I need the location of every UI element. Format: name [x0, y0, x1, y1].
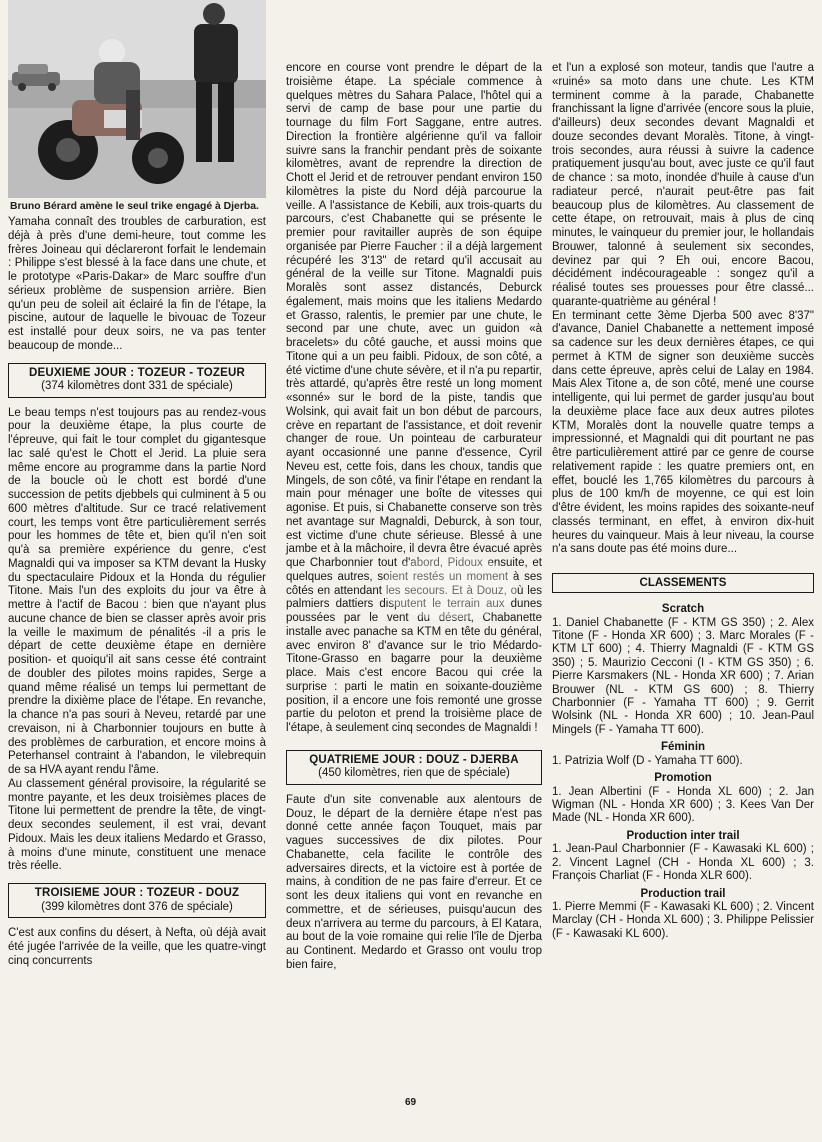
- results-subtitle: Féminin: [660, 741, 706, 754]
- results-subtitle: Scratch: [661, 603, 705, 615]
- results-text: 1. Jean-Paul Charbonnier (F - Kawasaki KL 600) ; 2. Vincent Lagnel (CH - Honda XL 600) ; 3. François Charliat (F - Honda XLR 600).: [552, 843, 814, 883]
- results-text: 1. Pierre Memmi (F - Kawasaki KL 600) ; 2. Vincent Marclay (CH - Honda XL 600) ; 3. Philippe Pelissier (F - Kawasaki KL 600).: [552, 901, 814, 940]
- results-text: 1. Patrizia Wolf (D - Yamaha TT 600).: [552, 754, 743, 767]
- section-subtitle: (374 kilomètres dont 331 de spéciale): [41, 380, 233, 392]
- section-subtitle: (450 kilomètres, rien que de spéciale): [318, 767, 510, 780]
- section-title: QUATRIEME JOUR : DOUZ - DJERBA: [309, 753, 519, 766]
- paragraph: Faute d'un site convenable aux alentours de Douz, le départ de la dernière étape n'est pas donné cette année façon Touquet, mais par vagues successives de dix pilotes. Pour Chabanette, cela facilite le contrôle des adversaires directs, et la victoire est à portée de mains, à condition de ne pas faire d'erreur. Et ce sont les deux italiens qui vont en revanche en commettre, et de sérieuses, puisqu'aucun des deux n'arrivera au terme du parcours, à El Katara, au bout de la voie romaine qui relie l'île de Djerba au Continent. Medardo et Grasso ont voulu trop bien faire,: [286, 793, 542, 971]
- results-subtitle: Production trail: [640, 887, 726, 900]
- section-title: DEUXIEME JOUR : TOZEUR - TOZEUR: [29, 366, 245, 379]
- trike-photo: [8, 0, 266, 198]
- column-2: [286, 62, 542, 973]
- column-3: [552, 62, 814, 941]
- section-heading-day2: [8, 363, 266, 398]
- paragraph: et l'un a explosé son moteur, tandis que l'autre a «ruiné» sa moto dans une chute. Les KTM terminent comme à la parade, Chabanette franchissant la ligne d'arrivée (encore sous la pluie, d'ailleurs) deux secondes devant Magnaldi et douze secondes devant Moralès. Titone, à vingt-trois secondes, aura réussi à suivre la cadence pratiquement jusqu'au bout, avec juste ce qu'il faut de chance : sa moto, inondée d'huile à cause d'un radiateur percé, n'aurait peut-être pas fait beaucoup plus de kilomètres. Au classement de cette étape, on retrouvait, mais à plus de cinq minutes, le vainqueur du premier jour, le hollandais Brouwer, talonné à seulement six secondes, devinez par qui ? Eh oui, encore Bacou, décidément indécourageable : songez qu'il a réalisé toutes ses prouesses pour être classé... quarante-quatrième au général !: [552, 62, 814, 308]
- paragraph: Le beau temps n'est toujours pas au rendez-vous pour la deuxième étape, la plus courte de l'épreuve, qui fait le tour complet du gigantesque lac salé qu'est le Chott el Jerid. La pluie sera même encore au programme dans la partie Nord de la boucle où le chott est bordé d'une succession de petits djebbels qui culminent à 5 ou 600 mètres d'altitude. Sur ce tracé relativement court, les temps vont être particulièrement serrés pour les hommes de tête et, bien qu'il n'en soit qu'à sa première expérience du genre, c'est Magnaldi qui va imposer sa KTM devant la Husky du spectaculaire Pidoux et la Honda du régulier Titone. Mais l'un des exploits du jour va être à mettre à l'actif de Bacou : bien que n'ayant plus aucune chance de bien se classer après avoir pris la veille le maximum de pénalités -il a pris le départ de cette deuxième étape en dernière position- et quoiqu'il ait sans cesse été contraint de doubler des pilotes moins rapides, Serge a quand même réalisé un temps lui permettant de prendre la dixième place de l'étape. En revanche, la chance n'a pas souri à Neveu, retardé par une crevaison, ni à Charbonnier toujours en butte à des problèmes de carburation, et encore moins à Peterhansel contraint à l'abandon, le vilebrequin de sa HVA ayant rendu l'âme.: [8, 406, 266, 776]
- results-subtitle: Production inter trail: [626, 829, 740, 842]
- section-subtitle: (399 kilomètres dont 376 de spéciale): [41, 900, 233, 913]
- classements-heading: CLASSEMENTS: [552, 573, 814, 593]
- paragraph: Yamaha connaît des troubles de carburation, est déjà à près d'une demi-heure, tout comme les frères Joineau qui déclareront forfait le lendemain : Philippe s'est blessé à la face dans une chute, et le prototype «Paris-Dakar» de Marc souffre d'un sérieux problème de suspension arrière. Bien qu'un peu de soleil ait éclairé la fin de l'étape, la piscine, autour de laquelle le bivouac de Tozeur est installé pour deux soirs, ne va pas tenter beaucoup de monde...: [8, 216, 266, 352]
- results-subtitle: Promotion: [654, 772, 712, 785]
- trike-rider-image: [8, 0, 266, 198]
- paragraph: C'est aux confins du désert, à Nefta, où déjà avait été jugée l'arrivée de la veille, que les quatre-vingt cinq concurrents: [8, 927, 266, 967]
- section-title: TROISIEME JOUR : TOZEUR - DOUZ: [34, 887, 240, 899]
- section-heading-day3: [8, 883, 266, 918]
- paragraph: En terminant cette 3ème Djerba 500 avec 8'37" d'avance, Daniel Chabanette a nettement imposé sa cadence sur les deux dernières étapes, ce qui permet à KTM de signer son deuxième succès dans cette épreuve, après celui de Lalay en 1984. Mais Alex Titone a, de son côté, mené une course intelligente, qui lui permet de garder jusqu'au bout la deuxième place face aux deux autres pilotes KTM, Moralès dont la nouvelle quatre temps a impressionné, et Magnaldi qui dit pourtant ne pas être particulièrement attiré par ce genre de course relativement rapide : les quatre premiers ont, en effet, bouclé les 1,765 kilomètres du parcours à plus de 100 km/h de moyenne, ce qui est loin d'être évident, les moins rapides des soixante-neuf classés terminant, en effet, à environ dix-huit heures du vainqueur. Mais à leur niveau, la course n'a sans doute pas été moins dure...: [552, 309, 814, 556]
- paragraph: encore en course vont prendre le départ de la troisième étape. La spéciale commence à quelques mètres du Sahara Palace, l'hôtel qui a servi de camp de base pour une partie du tournage du film Fort Saggane, entre autres. Direction la frontière algérienne qu'il va falloir suivre sans la franchir pendant près de soixante kilomètres, avant de reprendre la direction de Chott el Jerid et de retrouver pendant environ 150 kilomètres la piste du Nord déjà parcourue la veille. A l'assistance de Kebili, aux trois-quarts du parcours, c'est Chabanette qui se présente le premier pour ravitailler auprès de son équipe organisée par Pierre Faucher : il a déjà largement récupéré les 3'13" de retard qu'il accusait au général de la veille sur Titone. Magnaldi puis Moralès sont assez distancés, Deburck également, mais moins que les italiens Medardo et Grasso, ralentis, le premier par une chute, le second par une chute, avec un guidon «à bracelets» du côté gauche, et aussi moins que Titone qui a un peu faibli. Pidoux, de son côté, a été victime d'une chute sévère, et il n'a pu repartir, très attardé, qu'après être resté un long moment «sonné» sur le bord de la piste, tandis que Wolsink, qui avait fait un bon début de parcours, crève en repartant de l'assistance, et doit revenir changer de roue. Un pointeau de carburateur ayant occasionné une panne d'essence, Cyril Neveu est, cette fois, dans les choux, tandis que Mingels, de son côté, va finir l'étape en rendant la main pour ménager une boîte de vitesses qui agonise. Et puis, si Chabanette conserve son très net avantage sur Magnaldi, Deburck, à son tour, est victime d'une chute sérieuse. Blessé à une jambe et à la mâchoire, il devra être évacué après que Charbonnier tout d'abord, Pidoux ensuite, et quelques autres, soient restés un moment à ses côtés en attendant les secours. Et à Douz, où les palmiers dattiers disputent le terrain aux dunes poussées par le vent du désert, Chabanette installe avec panache sa KTM en tête du général, avec environ 8' d'avance sur le trio Médardo-Titone-Grasso en bagarre pour la deuxième place. Mais c'est encore Bacou qui crée la surprise : parti le matin en soixante-douzième position, il a encore une fois remonté une grosse partie du peloton et prend la troisième place de l'étape, à seulement cinq secondes de Magnaldi !: [286, 62, 542, 734]
- results-text: 1. Jean Albertini (F - Honda XL 600) ; 2. Jan Wigman (NL - Honda XR 600) ; 3. Kees Van Der Made (NL - Honda XR 600).: [552, 785, 814, 825]
- results-text: 1. Daniel Chabanette (F - KTM GS 350) ; 2. Alex Titone (F - Honda XR 600) ; 3. Marc Morales (F - KTM LT 600) ; 4. Thierry Magnaldi (F - KTM GS 350) ; 5. Maurizio Cecconi (I - KTM GS 350) ; 6. Pierre Karsmakers (NL - Honda XR 600) ; 7. Arian Brouwer (NL - KTM GS 600) ; 8. Thierry Charbonnier (F - Yamaha TT 600) ; 9. Gerrit Wolsink (NL - Honda XR 600) ; 10. Jean-Paul Mingels (F - Yamaha TT 600).: [552, 616, 814, 736]
- paragraph: Au classement général provisoire, la régularité se montre payante, et les deux troisièmes places de Titone lui permettent de prendre la tête, de vingt-deux secondes seulement, il est vrai, devant Pidoux. Mais les deux italiens Medardo et Grasso, à moins d'une minute, constituent une menace très réelle.: [8, 777, 266, 873]
- column-1: [8, 0, 266, 968]
- photo-caption: Bruno Bérard amène le seul trike engagé à Djerba.: [10, 201, 259, 212]
- page-number: 69: [405, 1097, 417, 1108]
- section-heading-day4: [286, 750, 542, 785]
- paper-stain: [382, 555, 517, 620]
